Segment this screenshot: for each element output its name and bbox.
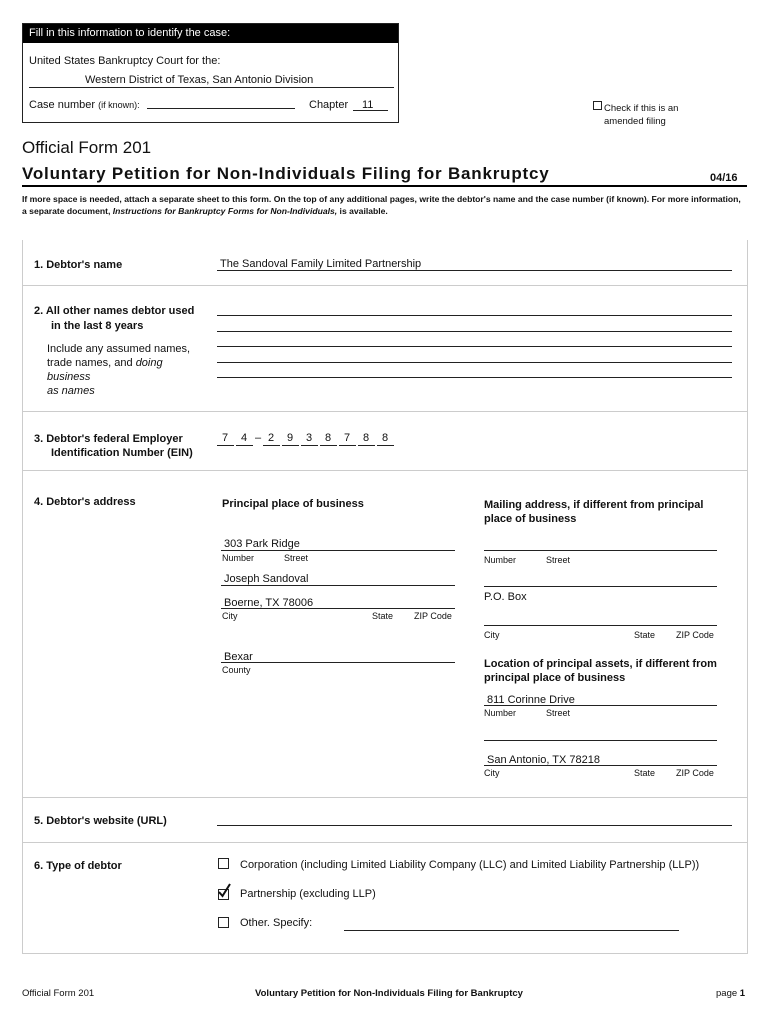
form-instructions: If more space is needed, attach a separate sheet to this form. On the top of any additional pages, write the debtor's name and the case number (if known). For more information, a separate document, Instructions for Bankruptcy Forms for Non-Individuals, is available.	[22, 194, 741, 216]
assets-city-field	[484, 765, 717, 766]
chapter-value[interactable]: 11	[362, 99, 374, 111]
partnership-option-label: Partnership (excluding LLP)	[240, 888, 376, 900]
principal-street-value[interactable]: 303 Park Ridge	[224, 538, 300, 550]
ein-slot	[217, 445, 234, 446]
case-info-box-title: Fill in this information to identify the case:	[23, 24, 398, 43]
county-label: County	[222, 665, 251, 675]
section-left-border	[22, 240, 23, 953]
ein-digit: 8	[325, 432, 332, 444]
divider-2	[22, 411, 748, 412]
mailing-street-field[interactable]	[484, 550, 717, 551]
mailing-line2-field[interactable]	[484, 586, 717, 587]
divider-5	[22, 842, 748, 843]
assets-zip-label: ZIP Code	[676, 768, 714, 778]
ein-slot	[358, 445, 375, 446]
assets-street-field	[484, 705, 717, 706]
divider-6	[22, 953, 748, 954]
ein-digit: 7	[222, 432, 229, 444]
mailing-po-box-label: P.O. Box	[484, 591, 527, 603]
county-value[interactable]: Bexar	[224, 651, 253, 663]
debtor-name-value[interactable]: The Sandoval Family Limited Partnership	[220, 258, 422, 270]
debtor-name-field	[217, 270, 732, 271]
q4-label: 4. Debtor's address	[34, 496, 136, 508]
ein-digit: 9	[287, 432, 294, 444]
principal-line2-field	[221, 585, 455, 586]
assets-state-label: State	[634, 768, 656, 778]
footer-form-title: Voluntary Petition for Non-Individuals Filing for Bankruptcy	[255, 988, 523, 999]
q2-help: Include any assumed names, trade names, and doing business as names	[47, 343, 191, 397]
divider-1	[22, 285, 748, 286]
amended-filing-checkbox[interactable]	[593, 101, 602, 110]
ein-digit: 3	[306, 432, 313, 444]
ein-digit: 8	[363, 432, 370, 444]
assets-number-label: Number	[484, 708, 517, 718]
section-right-border	[747, 240, 748, 953]
title-rule	[22, 185, 747, 187]
mailing-heading: Mailing address, if different from principal place of business	[484, 499, 704, 525]
principal-heading: Principal place of business	[222, 498, 364, 510]
principal-zip-label: ZIP Code	[414, 611, 452, 621]
q1-label: 1. Debtor's name	[34, 259, 123, 271]
case-number-label: Case number (if known):	[29, 99, 140, 111]
court-label: United States Bankruptcy Court for the:	[29, 55, 221, 67]
mailing-number-label: Number	[484, 555, 517, 565]
principal-city-label: City	[222, 611, 238, 621]
ein-digit: 2	[268, 432, 275, 444]
mailing-city-field[interactable]	[484, 625, 717, 626]
principal-city-field	[221, 608, 455, 609]
other-name-field-5[interactable]	[217, 377, 732, 378]
ein-digit: 7	[344, 432, 351, 444]
assets-city-label: City	[484, 768, 500, 778]
district-underline	[29, 87, 394, 88]
other-option-label: Other. Specify:	[240, 917, 313, 929]
principal-street-field	[221, 550, 455, 551]
ein-slot	[236, 445, 253, 446]
mailing-zip-label: ZIP Code	[676, 630, 714, 640]
chapter-underline	[353, 110, 388, 111]
form-version: 04/16	[710, 172, 738, 184]
other-name-field-3[interactable]	[217, 346, 732, 347]
principal-street-label: Street	[284, 553, 309, 563]
divider-4	[22, 797, 748, 798]
district-name[interactable]: Western District of Texas, San Antonio Division	[85, 74, 314, 86]
q2-label: 2. All other names debtor used in the last 8 years	[34, 305, 195, 332]
website-field[interactable]	[217, 825, 732, 826]
ein-dash: –	[255, 432, 262, 444]
assets-street-value[interactable]: 811 Corinne Drive	[487, 694, 575, 706]
q6-label: 6. Type of debtor	[34, 860, 122, 872]
ein-slot	[377, 445, 394, 446]
principal-line2-value[interactable]: Joseph Sandoval	[224, 573, 309, 585]
divider-3	[22, 470, 748, 471]
assets-city-value[interactable]: San Antonio, TX 78218	[487, 754, 600, 766]
case-number-field[interactable]	[147, 108, 295, 109]
principal-city-value[interactable]: Boerne, TX 78006	[224, 597, 314, 609]
form-title: Voluntary Petition for Non-Individuals Filing for Bankruptcy	[22, 164, 550, 183]
principal-state-label: State	[372, 611, 394, 621]
form-name: Official Form 201	[22, 138, 152, 157]
checkmark-icon	[216, 883, 232, 899]
other-name-field-2[interactable]	[217, 331, 732, 332]
ein-slot	[339, 445, 356, 446]
ein-slot	[263, 445, 280, 446]
ein-digit: 4	[241, 432, 248, 444]
q5-label: 5. Debtor's website (URL)	[34, 815, 167, 827]
footer-page-number: page 1	[716, 988, 746, 999]
assets-street-label: Street	[546, 708, 571, 718]
mailing-state-label: State	[634, 630, 656, 640]
other-checkbox[interactable]	[218, 917, 229, 928]
q3-label: 3. Debtor's federal Employer Identification Number (EIN)	[34, 433, 193, 459]
other-name-field-1[interactable]	[217, 315, 732, 316]
principal-number-label: Number	[222, 553, 255, 563]
mailing-city-label: City	[484, 630, 500, 640]
footer-form-name: Official Form 201	[22, 988, 95, 999]
other-name-field-4[interactable]	[217, 362, 732, 363]
ein-slot	[282, 445, 299, 446]
other-specify-field[interactable]	[344, 930, 679, 931]
county-field	[221, 662, 455, 663]
case-info-box	[22, 23, 399, 123]
amended-filing-label: Check if this is an amended filing	[604, 103, 679, 127]
assets-line2-field[interactable]	[484, 740, 717, 741]
corporation-checkbox[interactable]	[218, 858, 229, 869]
chapter-label: Chapter	[309, 99, 349, 111]
mailing-street-label: Street	[546, 555, 571, 565]
ein-slot	[301, 445, 318, 446]
assets-heading: Location of principal assets, if different from principal place of business	[484, 658, 717, 684]
ein-digit: 8	[382, 432, 389, 444]
corporation-option-label: Corporation (including Limited Liability Company (LLC) and Limited Liability Partnership (LLP))	[240, 859, 700, 871]
ein-slot	[320, 445, 337, 446]
